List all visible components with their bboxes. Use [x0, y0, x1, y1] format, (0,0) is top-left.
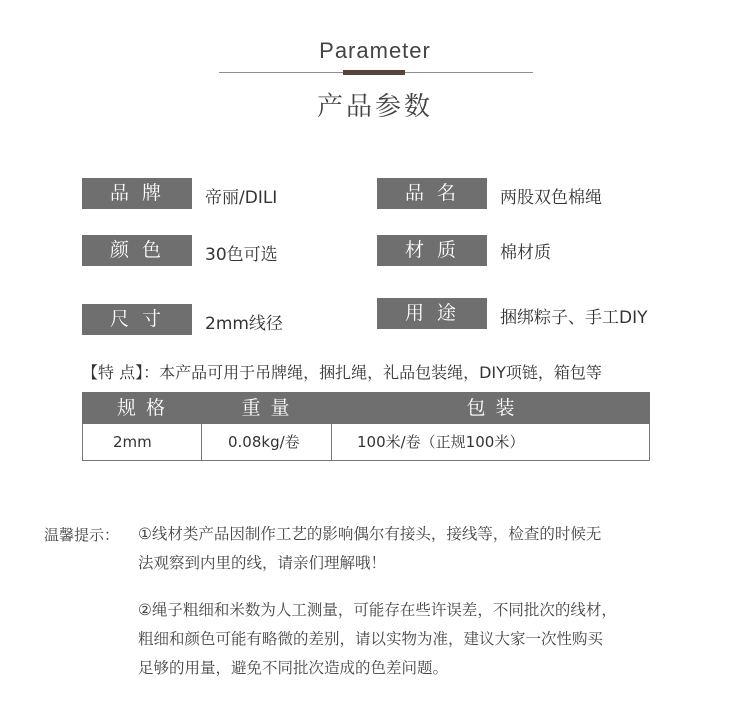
- spec-table: [82, 392, 650, 462]
- title-divider-accent: [343, 70, 405, 75]
- notes-label: 温馨提示：: [44, 526, 120, 544]
- note-1: [138, 520, 723, 578]
- title-chinese: 产品参数: [316, 92, 433, 122]
- spec-header-weight: 重量: [241, 397, 300, 419]
- param-value-material: 棉材质: [500, 243, 551, 263]
- param-label-usage: 用途: [377, 298, 487, 329]
- param-label-brand: 品牌: [82, 178, 192, 209]
- table-divider: [331, 424, 332, 460]
- note-2-line-3: 足够的用量，避免不同批次造成的色差问题。: [138, 659, 449, 677]
- param-label-material: 材质: [377, 235, 487, 266]
- note-2-line-2: 粗细和颜色可能有略微的差别，请以实物为准，建议大家一次性购买: [138, 630, 604, 648]
- spec-cell-weight: 0.08kg/卷: [228, 433, 300, 451]
- param-value-size: 2mm线径: [205, 314, 283, 334]
- table-row: [82, 424, 650, 461]
- note-1-line-1: ①线材类产品因制作工艺的影响偶尔有接头，接线等，检查的时候无: [138, 525, 602, 543]
- param-value-brand: 帝丽/DILI: [205, 188, 278, 208]
- spec-cell-spec: 2mm: [113, 433, 152, 451]
- param-label-size: 尺寸: [82, 304, 192, 335]
- features-text: 【特 点】：本产品可用于吊牌绳，捆扎绳，礼品包装绳，DIY项链，箱包等: [82, 363, 602, 382]
- param-label-product-name: 品名: [377, 178, 487, 209]
- note-1-line-2: 法观察到内里的线，请亲们理解哦！: [138, 554, 387, 572]
- spec-table-header: [82, 392, 650, 424]
- spec-cell-packaging: 100米/卷（正规100米）: [357, 433, 525, 451]
- title-english: Parameter: [319, 38, 431, 63]
- note-2: [138, 596, 723, 683]
- param-value-usage: 捆绑粽子、手工DIY: [500, 308, 648, 328]
- spec-header-packaging: 包装: [466, 397, 525, 419]
- spec-header-spec: 规格: [116, 397, 175, 419]
- param-value-product-name: 两股双色棉绳: [500, 188, 602, 208]
- param-label-color: 颜色: [82, 235, 192, 266]
- note-2-line-1: ②绳子粗细和米数为人工测量，可能存在些许误差，不同批次的线材，: [138, 601, 617, 619]
- table-divider: [201, 424, 202, 460]
- param-value-color: 30色可选: [205, 245, 278, 265]
